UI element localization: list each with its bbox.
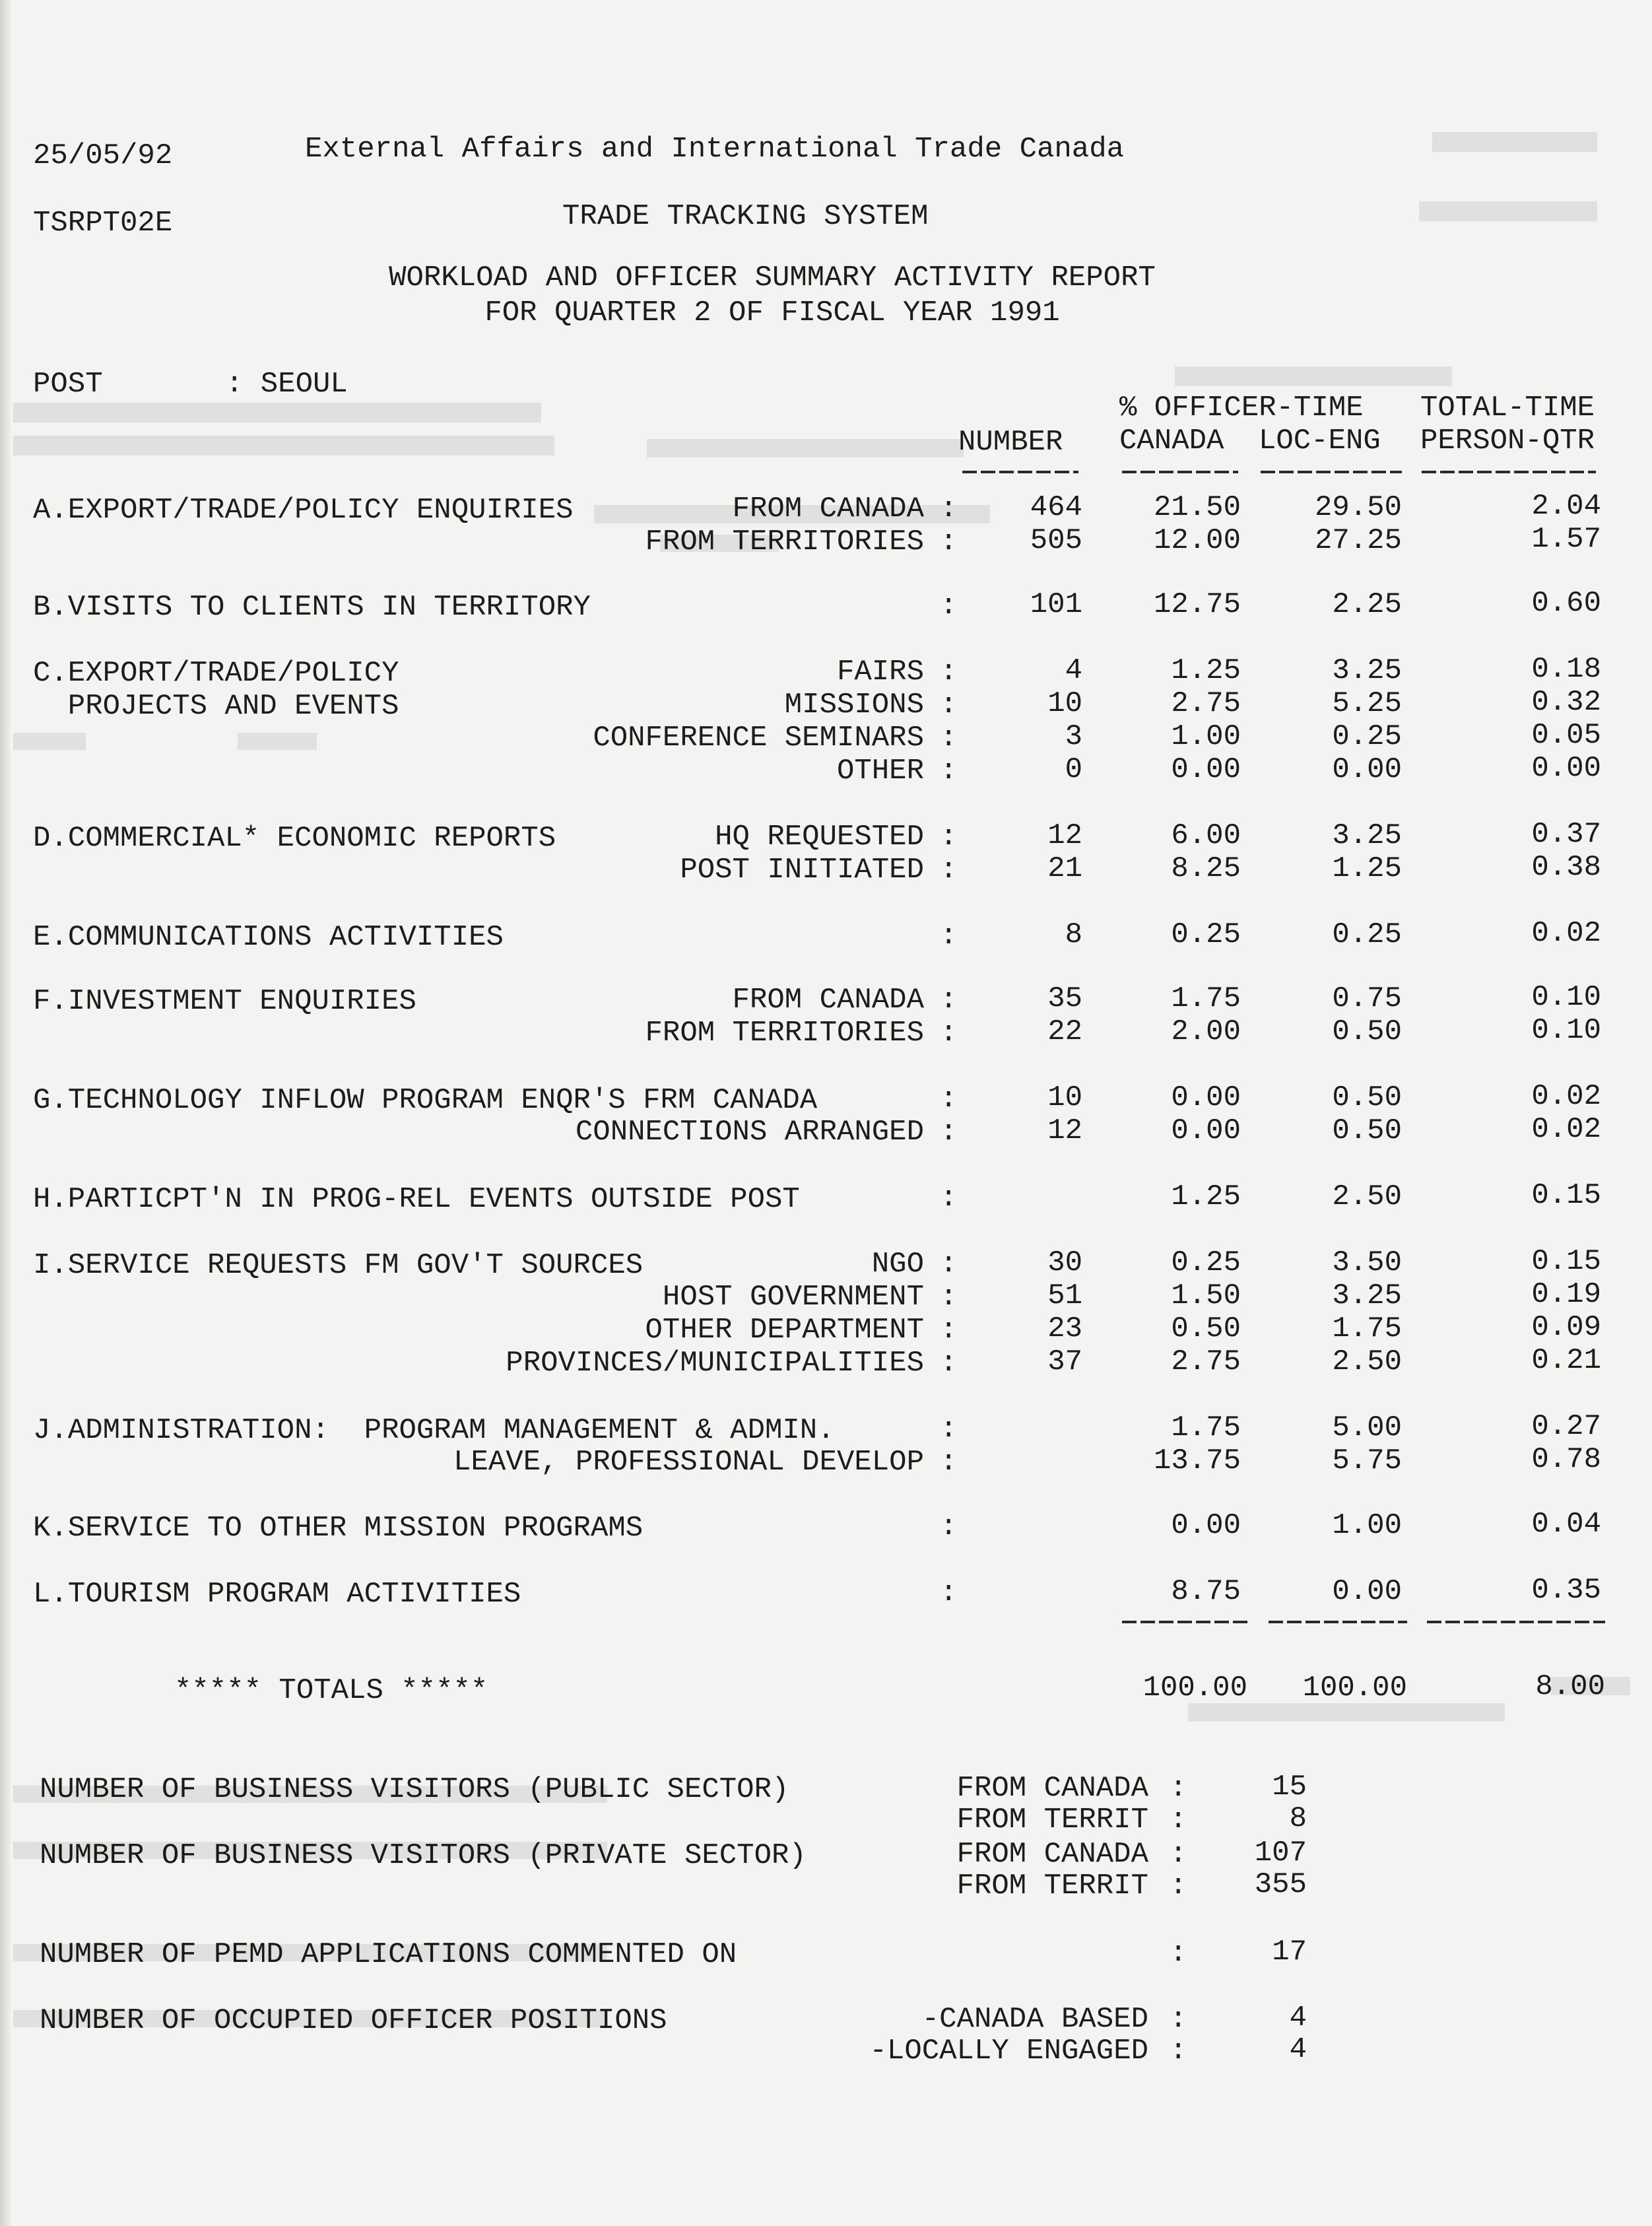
row-sublabel: LEAVE, PROFESSIONAL DEVELOP — [453, 1446, 924, 1479]
row-sublabel: CONFERENCE SEMINARS — [593, 722, 924, 755]
row-number: 23 — [1047, 1312, 1082, 1345]
row-canada-pct: 6.00 — [1171, 819, 1241, 852]
row-sublabel: CONNECTIONS ARRANGED — [575, 1116, 924, 1149]
row-loc-eng-pct: 0.75 — [1332, 982, 1402, 1015]
row-colon: : — [940, 755, 958, 788]
row-number: 21 — [1047, 852, 1082, 885]
row-person-qtr: 0.00 — [1531, 752, 1601, 785]
row-number: 4 — [1065, 654, 1082, 687]
header-underline — [1422, 471, 1596, 473]
totals-label: ***** TOTALS ***** — [174, 1674, 488, 1707]
row-number: 51 — [1047, 1279, 1082, 1312]
summary-sublabel: FROM CANADA — [956, 1838, 1148, 1871]
row-label: D.COMMERCIAL* ECONOMIC REPORTS — [33, 822, 556, 855]
row-canada-pct: 1.75 — [1171, 1411, 1241, 1444]
totals-underline — [1427, 1621, 1605, 1623]
row-number: 10 — [1047, 1081, 1082, 1114]
row-loc-eng-pct: 0.00 — [1332, 1575, 1402, 1608]
row-sublabel: HQ REQUESTED — [715, 821, 924, 854]
col-header-total-time: TOTAL-TIME — [1420, 391, 1595, 424]
report-subtitle: FOR QUARTER 2 OF FISCAL YEAR 1991 — [484, 296, 1060, 329]
row-number: 35 — [1047, 982, 1082, 1015]
row-person-qtr: 0.37 — [1531, 818, 1601, 851]
row-loc-eng-pct: 2.25 — [1332, 588, 1402, 621]
row-canada-pct: 8.75 — [1171, 1575, 1241, 1608]
row-colon: : — [940, 689, 958, 722]
row-sublabel: FROM CANADA — [732, 984, 924, 1017]
row-sublabel: OTHER DEPARTMENT — [645, 1314, 924, 1347]
totals-loc-eng: 100.00 — [1302, 1671, 1407, 1704]
row-loc-eng-pct: 1.00 — [1332, 1509, 1402, 1542]
summary-colon: : — [1170, 1838, 1187, 1871]
summary-colon: : — [1170, 2003, 1187, 2036]
header-underline — [1122, 471, 1238, 473]
row-colon: : — [940, 1446, 958, 1479]
summary-sublabel: FROM CANADA — [956, 1772, 1148, 1805]
organization-name: External Affairs and International Trade Canada — [305, 133, 1125, 166]
row-person-qtr: 0.04 — [1531, 1508, 1601, 1541]
col-header-number: NUMBER — [958, 426, 1063, 459]
row-sublabel: FROM TERRITORIES — [645, 525, 924, 558]
row-sublabel: HOST GOVERNMENT — [662, 1281, 924, 1314]
row-loc-eng-pct: 3.25 — [1332, 1279, 1402, 1312]
row-number: 505 — [1030, 524, 1082, 557]
row-colon: : — [940, 1314, 958, 1347]
row-canada-pct: 2.00 — [1171, 1015, 1241, 1048]
row-loc-eng-pct: 3.25 — [1332, 654, 1402, 687]
post-label: POST — [33, 368, 103, 401]
row-number: 12 — [1047, 819, 1082, 852]
totals-underline — [1122, 1621, 1247, 1623]
summary-value: 4 — [1289, 2002, 1307, 2035]
row-loc-eng-pct: 1.25 — [1332, 852, 1402, 885]
row-person-qtr: 2.04 — [1531, 490, 1601, 523]
row-canada-pct: 1.00 — [1171, 720, 1241, 753]
totals-person-qtr: 8.00 — [1535, 1670, 1605, 1703]
row-label: C.EXPORT/TRADE/POLICY — [33, 657, 399, 690]
row-number: 101 — [1030, 588, 1082, 621]
row-person-qtr: 0.09 — [1531, 1311, 1601, 1344]
row-canada-pct: 0.00 — [1171, 1114, 1241, 1147]
row-number: 22 — [1047, 1015, 1082, 1048]
row-sublabel: FROM CANADA — [732, 492, 924, 525]
summary-colon: : — [1170, 1870, 1187, 1903]
summary-colon: : — [1170, 1937, 1187, 1970]
row-canada-pct: 13.75 — [1153, 1444, 1241, 1477]
row-sublabel: OTHER — [836, 755, 924, 788]
row-loc-eng-pct: 2.50 — [1332, 1345, 1402, 1378]
row-colon: : — [940, 1116, 958, 1149]
summary-sublabel: FROM TERRIT — [956, 1870, 1148, 1903]
report-code: TSRPT02E — [33, 207, 173, 240]
row-person-qtr: 0.38 — [1531, 851, 1601, 884]
row-person-qtr: 0.78 — [1531, 1443, 1601, 1476]
col-header-loc-eng: LOC-ENG — [1259, 424, 1381, 457]
row-canada-pct: 2.75 — [1171, 1345, 1241, 1378]
row-label: PROJECTS AND EVENTS — [33, 690, 399, 723]
row-canada-pct: 12.00 — [1153, 524, 1241, 557]
row-loc-eng-pct: 1.75 — [1332, 1312, 1402, 1345]
row-label: K.SERVICE TO OTHER MISSION PROGRAMS — [33, 1512, 644, 1545]
row-colon: : — [940, 821, 958, 854]
summary-label: NUMBER OF BUSINESS VISITORS (PRIVATE SECTOR) — [40, 1839, 807, 1872]
row-loc-eng-pct: 5.00 — [1332, 1411, 1402, 1444]
row-canada-pct: 2.75 — [1171, 687, 1241, 720]
row-colon: : — [940, 656, 958, 689]
row-colon: : — [940, 984, 958, 1017]
row-label: I.SERVICE REQUESTS FM GOV'T SOURCES — [33, 1249, 644, 1282]
row-canada-pct: 1.75 — [1171, 982, 1241, 1015]
summary-sublabel: FROM TERRIT — [956, 1804, 1148, 1837]
row-person-qtr: 0.15 — [1531, 1179, 1601, 1212]
report-title: WORKLOAD AND OFFICER SUMMARY ACTIVITY REPORT — [389, 261, 1156, 294]
row-label: B.VISITS TO CLIENTS IN TERRITORY — [33, 591, 591, 624]
row-canada-pct: 0.50 — [1171, 1312, 1241, 1345]
row-number: 3 — [1065, 720, 1082, 753]
row-label: A.EXPORT/TRADE/POLICY ENQUIRIES — [33, 494, 574, 527]
row-colon: : — [940, 590, 958, 623]
row-person-qtr: 0.02 — [1531, 1113, 1601, 1146]
row-number: 30 — [1047, 1246, 1082, 1279]
row-loc-eng-pct: 5.75 — [1332, 1444, 1402, 1477]
row-loc-eng-pct: 0.50 — [1332, 1015, 1402, 1048]
row-canada-pct: 21.50 — [1153, 491, 1241, 524]
row-loc-eng-pct: 0.50 — [1332, 1081, 1402, 1114]
col-header-officer-time: % OFFICER-TIME — [1119, 391, 1364, 424]
scan-edge — [0, 0, 12, 2226]
row-colon: : — [940, 1083, 958, 1116]
summary-value: 17 — [1272, 1936, 1307, 1969]
row-number: 0 — [1065, 753, 1082, 786]
row-number: 8 — [1065, 918, 1082, 951]
row-colon: : — [940, 722, 958, 755]
row-person-qtr: 0.10 — [1531, 1014, 1601, 1047]
row-canada-pct: 0.00 — [1171, 1509, 1241, 1542]
row-colon: : — [940, 492, 958, 525]
row-person-qtr: 0.18 — [1531, 653, 1601, 686]
totals-underline — [1269, 1621, 1407, 1623]
row-sublabel: FAIRS — [836, 656, 924, 689]
system-name: TRADE TRACKING SYSTEM — [562, 200, 929, 233]
row-label: L.TOURISM PROGRAM ACTIVITIES — [33, 1578, 521, 1611]
row-loc-eng-pct: 3.50 — [1332, 1246, 1402, 1279]
row-canada-pct: 1.25 — [1171, 654, 1241, 687]
row-sublabel: MISSIONS — [784, 689, 924, 722]
post-value: : SEOUL — [226, 368, 348, 401]
row-person-qtr: 0.27 — [1531, 1410, 1601, 1443]
row-loc-eng-pct: 5.25 — [1332, 687, 1402, 720]
row-person-qtr: 0.32 — [1531, 686, 1601, 719]
row-label: J.ADMINISTRATION: PROGRAM MANAGEMENT & ADMIN. — [33, 1414, 835, 1447]
row-sublabel: NGO — [871, 1248, 924, 1281]
row-person-qtr: 0.21 — [1531, 1344, 1601, 1377]
summary-colon: : — [1170, 2035, 1187, 2068]
row-person-qtr: 0.02 — [1531, 917, 1601, 950]
summary-sublabel: -LOCALLY ENGAGED — [869, 2035, 1148, 2068]
row-canada-pct: 1.25 — [1171, 1180, 1241, 1213]
row-canada-pct: 0.25 — [1171, 918, 1241, 951]
row-number: 12 — [1047, 1114, 1082, 1147]
summary-value: 15 — [1272, 1771, 1307, 1804]
row-person-qtr: 0.15 — [1531, 1245, 1601, 1278]
row-loc-eng-pct: 0.25 — [1332, 918, 1402, 951]
col-header-person-qtr: PERSON-QTR — [1420, 424, 1595, 457]
row-person-qtr: 0.60 — [1531, 587, 1601, 620]
row-canada-pct: 12.75 — [1153, 588, 1241, 621]
row-number: 37 — [1047, 1345, 1082, 1378]
summary-colon: : — [1170, 1804, 1187, 1837]
row-canada-pct: 0.00 — [1171, 753, 1241, 786]
row-colon: : — [940, 1413, 958, 1446]
row-person-qtr: 0.02 — [1531, 1080, 1601, 1113]
row-colon: : — [940, 1347, 958, 1380]
row-person-qtr: 1.57 — [1531, 523, 1601, 556]
row-canada-pct: 0.25 — [1171, 1246, 1241, 1279]
summary-label: NUMBER OF BUSINESS VISITORS (PUBLIC SECTOR) — [40, 1773, 789, 1806]
row-canada-pct: 1.50 — [1171, 1279, 1241, 1312]
row-colon: : — [940, 525, 958, 558]
summary-label: NUMBER OF OCCUPIED OFFICER POSITIONS — [40, 2004, 667, 2037]
row-loc-eng-pct: 3.25 — [1332, 819, 1402, 852]
row-colon: : — [940, 1182, 958, 1215]
totals-canada: 100.00 — [1142, 1671, 1247, 1704]
row-number: 10 — [1047, 687, 1082, 720]
row-colon: : — [940, 1510, 958, 1543]
row-person-qtr: 0.35 — [1531, 1574, 1601, 1607]
header-underline — [1261, 471, 1402, 473]
summary-colon: : — [1170, 1772, 1187, 1805]
row-sublabel: PROVINCES/MUNICIPALITIES — [506, 1347, 924, 1380]
row-colon: : — [940, 1017, 958, 1050]
row-loc-eng-pct: 29.50 — [1314, 491, 1402, 524]
row-number: 464 — [1030, 491, 1082, 524]
summary-value: 4 — [1289, 2033, 1307, 2066]
row-person-qtr: 0.10 — [1531, 981, 1601, 1014]
row-colon: : — [940, 1281, 958, 1314]
row-loc-eng-pct: 0.00 — [1332, 753, 1402, 786]
header-underline — [962, 471, 1078, 473]
row-loc-eng-pct: 2.50 — [1332, 1180, 1402, 1213]
row-colon: : — [940, 1248, 958, 1281]
summary-value: 8 — [1289, 1802, 1307, 1835]
row-label: E.COMMUNICATIONS ACTIVITIES — [33, 921, 504, 954]
row-sublabel: FROM TERRITORIES — [645, 1017, 924, 1050]
row-sublabel: POST INITIATED — [680, 854, 924, 887]
summary-value: 107 — [1254, 1837, 1307, 1870]
row-canada-pct: 8.25 — [1171, 852, 1241, 885]
summary-sublabel: -CANADA BASED — [921, 2003, 1148, 2036]
row-colon: : — [940, 1576, 958, 1609]
row-person-qtr: 0.19 — [1531, 1278, 1601, 1311]
row-canada-pct: 0.00 — [1171, 1081, 1241, 1114]
row-loc-eng-pct: 0.25 — [1332, 720, 1402, 753]
row-label: F.INVESTMENT ENQUIRIES — [33, 985, 416, 1018]
row-colon: : — [940, 854, 958, 887]
row-label: G.TECHNOLOGY INFLOW PROGRAM ENQR'S FRM CANADA — [33, 1084, 818, 1117]
col-header-canada: CANADA — [1119, 424, 1224, 457]
row-colon: : — [940, 920, 958, 953]
summary-label: NUMBER OF PEMD APPLICATIONS COMMENTED ON — [40, 1938, 737, 1971]
row-loc-eng-pct: 27.25 — [1314, 524, 1402, 557]
row-label: H.PARTICPT'N IN PROG-REL EVENTS OUTSIDE POST — [33, 1183, 800, 1216]
row-person-qtr: 0.05 — [1531, 719, 1601, 752]
summary-value: 355 — [1254, 1868, 1307, 1901]
report-date: 25/05/92 — [33, 139, 173, 172]
row-loc-eng-pct: 0.50 — [1332, 1114, 1402, 1147]
